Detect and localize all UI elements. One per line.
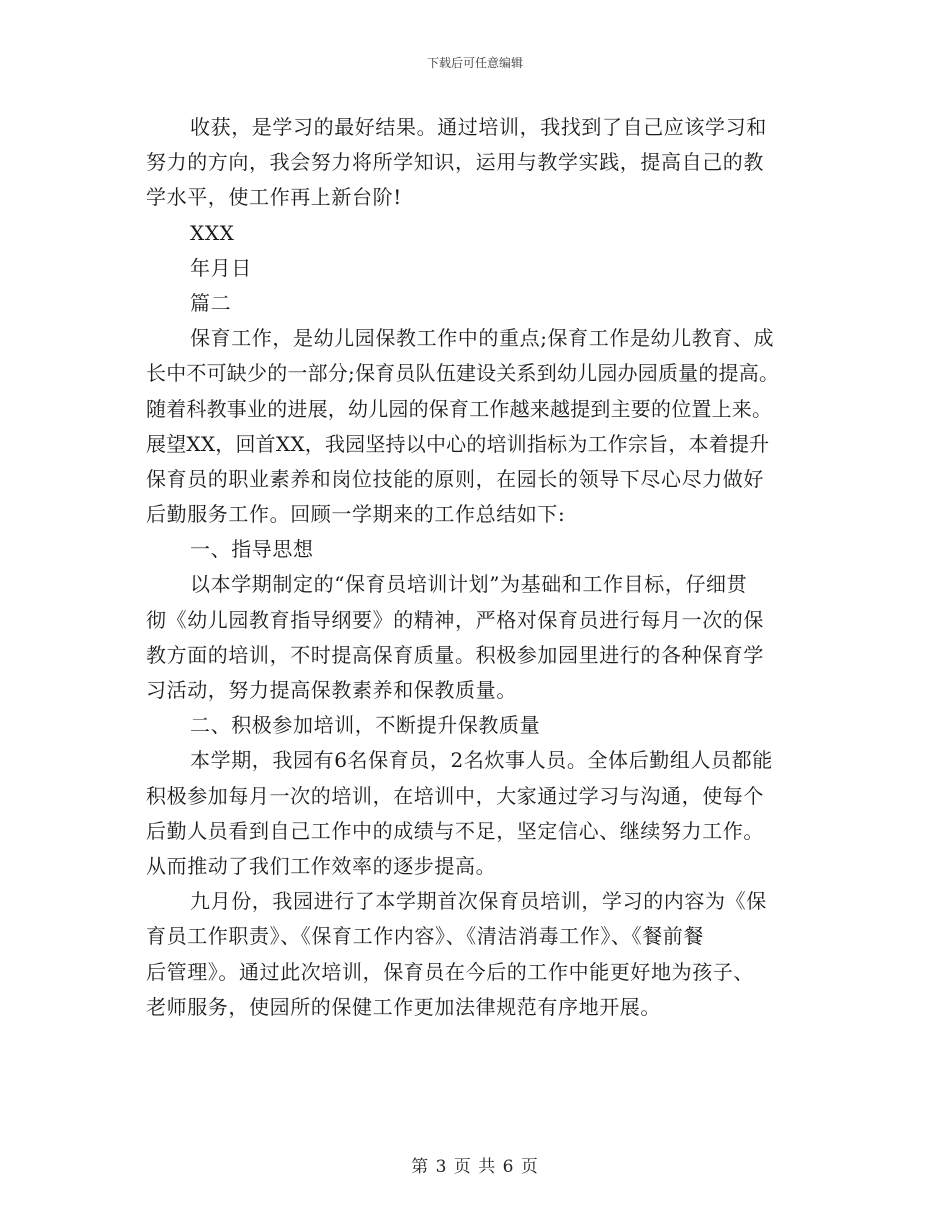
text-line: 学水平，使工作再上新台阶! [146,185,402,210]
text-line: 保育工作，是幼儿园保教工作中的重点;保育工作是幼儿教育、成 [190,326,775,351]
heading-guiding-ideology: 一、指导思想 [190,537,314,562]
text-line: 彻《幼儿园教育指导纲要》的精神，严格对保育员进行每月一次的保 [146,607,764,632]
page-number: 第 3 页 共 6 页 [411,1157,539,1177]
signature-date: 年月日 [190,255,252,280]
section-title-part-two: 篇二 [190,290,232,315]
text-line: 展望XX，回首XX，我园坚持以中心的培训指标为工作宗旨，本着提升 [146,431,770,456]
text-line: 保育员的职业素养和岗位技能的原则，在园长的领导下尽心尽力做好 [146,466,764,491]
text-line: 老师服务，使园所的保健工作更加法律规范有序地开展。 [146,994,661,1019]
text-line: 本学期，我园有6名保育员，2名炊事人员。全体后勤组人员都能 [190,748,773,773]
text-line: 育员工作职责》、《保育工作内容》、《清洁消毒工作》、《餐前餐 [146,924,704,949]
signature-name: XXX [190,220,235,245]
text-line: 随着科教事业的进展，幼儿园的保育工作越来越提到主要的位置上来。 [146,396,773,421]
text-line: 九月份，我园进行了本学期首次保育员培训，学习的内容为《保 [190,889,767,914]
text-line: 后勤人员看到自己工作中的成绩与不足，坚定信心、继续努力工作。 [146,818,764,843]
heading-training: 二、积极参加培训，不断提升保教质量 [190,713,541,738]
document-body [146,110,816,1025]
text-line: 收获，是学习的最好结果。通过培训，我找到了自己应该学习和 [190,115,767,139]
text-line: 后管理》。通过此次培训，保育员在今后的工作中能更好地为孩子、 [146,959,754,984]
text-line: 从而推动了我们工作效率的逐步提高。 [146,853,497,878]
text-line: 以本学期制定的“保育员培训计划”为基础和工作目标，仔细贯 [190,572,748,597]
text-line: 习活动，努力提高保教素养和保教质量。 [146,678,517,702]
text-line: 教方面的培训，不时提高保育质量。积极参加园里进行的各种保育学 [146,642,764,667]
text-line: 长中不可缺少的一部分;保育员队伍建设关系到幼儿园办园质量的提高。 [146,361,780,386]
text-line: 积极参加每月一次的培训，在培训中，大家通过学习与沟通，使每个 [146,783,764,808]
text-line: 后勤服务工作。回顾一学期来的工作总结如下: [146,502,566,527]
text-line: 努力的方向，我会努力将所学知识，运用与教学实践，提高自己的教 [146,150,764,175]
page-header-note: 下载后可任意编辑 [426,56,523,70]
